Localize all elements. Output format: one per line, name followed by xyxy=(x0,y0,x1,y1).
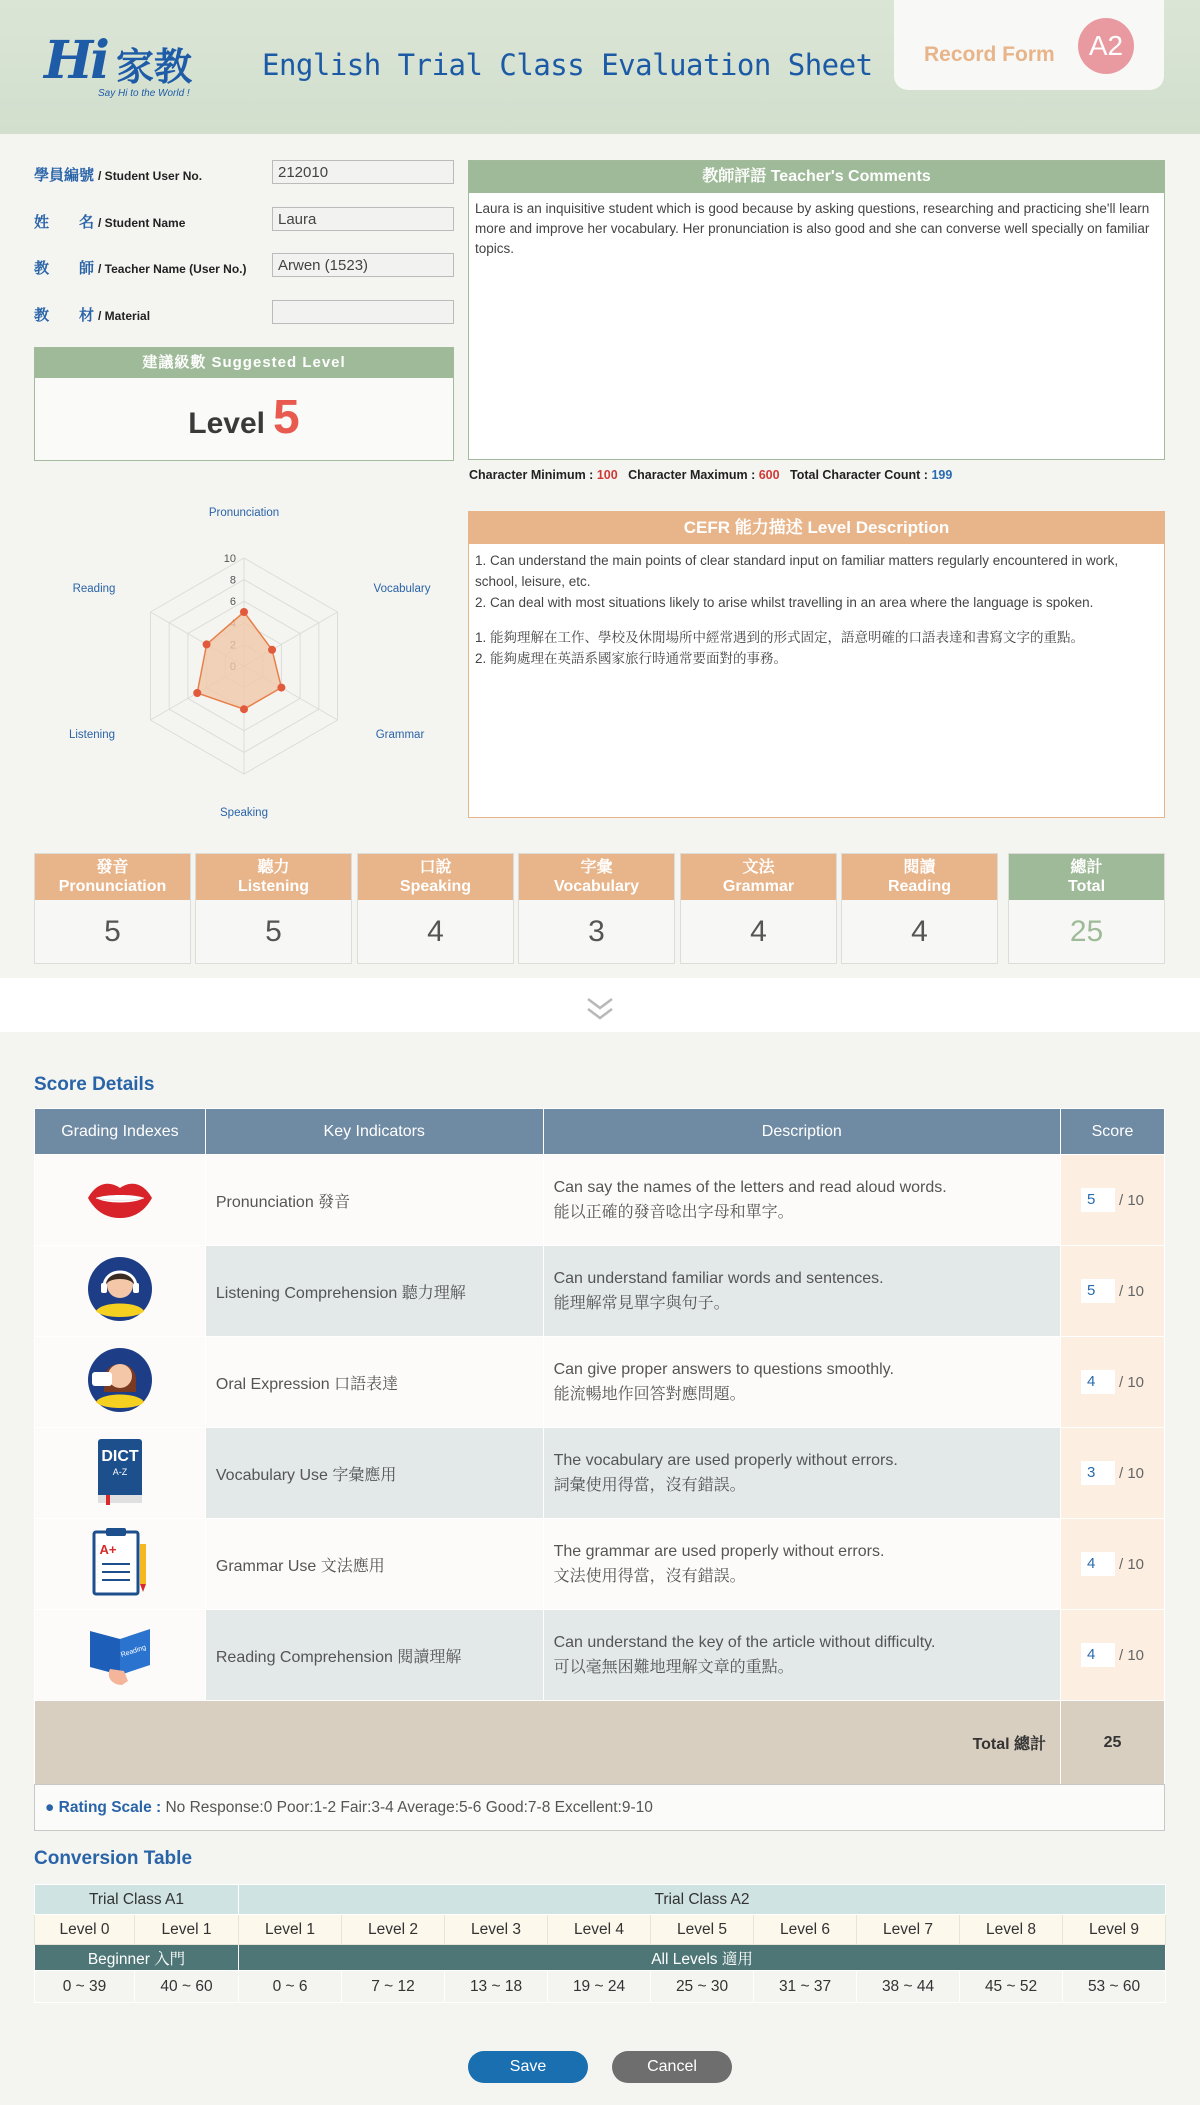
score-value: 4 xyxy=(911,915,928,948)
teacher-name-row xyxy=(34,253,454,279)
col-grading-indexes: Grading Indexes xyxy=(35,1109,206,1155)
score-value: 5 xyxy=(265,915,282,948)
suggested-level-panel xyxy=(34,347,454,461)
indicator-pronunciation: Pronunciation 發音 xyxy=(205,1155,543,1246)
double-chevron-down-icon[interactable] xyxy=(584,996,616,1022)
score-input-vocabulary[interactable]: 3 xyxy=(1081,1461,1115,1485)
record-form-label: Record Form xyxy=(924,43,1055,66)
indicator-listening: Listening Comprehension 聽力理解 xyxy=(205,1246,543,1337)
suggested-level-header: 建議級數 Suggested Level xyxy=(35,348,453,378)
radar-tick-label: 6 xyxy=(229,596,236,609)
col-description: Description xyxy=(543,1109,1060,1155)
table-row xyxy=(35,1246,1165,1337)
graded-paper-icon xyxy=(35,1519,206,1610)
dict-icon-label: DICT xyxy=(101,1447,139,1465)
rating-scale-box xyxy=(34,1784,1165,1831)
level-word: Level xyxy=(188,407,265,440)
score-value: 4 xyxy=(750,915,767,948)
description-reading: Can understand the key of the article without difficulty. 可以毫無困難地理解文章的重點。 xyxy=(543,1610,1060,1701)
cefr-description-panel xyxy=(468,511,1165,818)
student-no-row xyxy=(34,160,454,186)
radar-axis-label: Grammar xyxy=(375,729,425,741)
char-min-value: 100 xyxy=(596,468,618,482)
levels-row: Level 0 Level 1 Level 1 Level 2 Level 3 Level 4 Level 5 Level 6 Level 7 Level 8 Level 9 xyxy=(35,1915,1166,1945)
brand-logo xyxy=(44,30,204,102)
table-row xyxy=(35,1519,1165,1610)
score-input-reading[interactable]: 4 xyxy=(1081,1643,1115,1667)
student-name-row xyxy=(34,207,454,233)
description-listening: Can understand familiar words and sentences. 能理解常見單字與句子。 xyxy=(543,1246,1060,1337)
radar-axis-label: Reading xyxy=(72,583,116,595)
student-no-field[interactable]: 212010 xyxy=(272,160,454,184)
dict-icon-sublabel: A-Z xyxy=(112,1466,128,1477)
grade-icon-label: A+ xyxy=(99,1541,117,1557)
score-card-listening: 聽力 Listening 5 xyxy=(195,853,352,964)
page-header xyxy=(0,0,1200,134)
radar-data-point xyxy=(277,684,285,692)
score-cell-pronunciation: 5 / 10 xyxy=(1061,1155,1165,1246)
score-input-oral-expression[interactable]: 4 xyxy=(1081,1370,1115,1394)
total-value: 25 xyxy=(1061,1701,1165,1785)
dictionary-icon xyxy=(35,1428,206,1519)
table-row xyxy=(35,1428,1165,1519)
book-in-hand-icon xyxy=(35,1610,206,1701)
score-input-pronunciation[interactable]: 5 xyxy=(1081,1188,1115,1212)
score-cell-vocabulary: 3 / 10 xyxy=(1061,1428,1165,1519)
radar-data-point xyxy=(240,705,248,713)
teacher-name-field[interactable]: Arwen (1523) xyxy=(272,253,454,277)
table-row xyxy=(35,1610,1165,1701)
headset-girl-icon xyxy=(35,1246,206,1337)
total-row xyxy=(35,1701,1165,1785)
character-count-line: Character Minimum : 100 Character Maximum : 600 Total Character Count : 199 xyxy=(469,468,953,482)
lips-icon xyxy=(35,1155,206,1246)
rating-scale-text: No Response:0 Poor:1-2 Fair:3-4 Average:5-6 Good:7-8 Excellent:9-10 xyxy=(165,1799,653,1816)
radar-axis-label: Speaking xyxy=(220,807,268,819)
material-label: 教 材 / Material xyxy=(34,307,151,324)
record-form-card xyxy=(894,0,1164,90)
score-card-total: 總計 Total 25 xyxy=(1008,853,1165,964)
cancel-button[interactable]: Cancel xyxy=(612,2051,732,2083)
score-card-speaking: 口說 Speaking 4 xyxy=(357,853,514,964)
material-field[interactable] xyxy=(272,300,454,324)
indicator-grammar: Grammar Use 文法應用 xyxy=(205,1519,543,1610)
beginner-band: Beginner 入門 xyxy=(35,1945,239,1971)
logo-cn-text: 家教 xyxy=(116,45,193,89)
table-row xyxy=(35,1337,1165,1428)
radar-axis-label: Listening xyxy=(68,729,116,741)
char-max-value: 600 xyxy=(758,468,780,482)
char-total-value: 199 xyxy=(931,468,953,482)
conversion-table-title: Conversion Table xyxy=(34,1848,193,1869)
radar-axis-label: Pronunciation xyxy=(208,507,280,519)
speaking-girl-icon xyxy=(35,1337,206,1428)
group-a2-header: Trial Class A2 xyxy=(239,1885,1166,1915)
radar-data-point xyxy=(240,608,248,616)
book-icon-label: Reading xyxy=(119,1643,147,1659)
radar-data-polygon xyxy=(197,612,281,709)
col-score: Score xyxy=(1061,1109,1165,1155)
material-row xyxy=(34,300,454,326)
radar-axis-label: Vocabulary xyxy=(373,583,431,595)
skills-radar-chart xyxy=(44,498,444,828)
logo-hi-text: Hi xyxy=(44,30,107,91)
radar-data-point xyxy=(193,689,201,697)
indicator-reading: Reading Comprehension 閱讀理解 xyxy=(205,1610,543,1701)
score-cell-listening: 5 / 10 xyxy=(1061,1246,1165,1337)
indicator-oral-expression: Oral Expression 口語表達 xyxy=(205,1337,543,1428)
score-cell-reading: 4 / 10 xyxy=(1061,1610,1165,1701)
radar-tick-label: 8 xyxy=(229,574,236,587)
total-label: Total 總計 xyxy=(35,1701,1061,1785)
score-card-grammar: 文法 Grammar 4 xyxy=(680,853,837,964)
score-input-listening[interactable]: 5 xyxy=(1081,1279,1115,1303)
score-card-vocabulary: 字彙 Vocabulary 3 xyxy=(518,853,675,964)
score-details-title: Score Details xyxy=(34,1074,155,1095)
score-card-pronunciation: 發音 Pronunciation 5 xyxy=(34,853,191,964)
description-vocabulary: The vocabulary are used properly without errors. 詞彙使用得當，沒有錯誤。 xyxy=(543,1428,1060,1519)
level-badge: A2 xyxy=(1078,18,1134,74)
teacher-name-label: 教 師 / Teacher Name (User No.) xyxy=(34,260,247,277)
radar-data-point xyxy=(268,646,276,654)
col-key-indicators: Key Indicators xyxy=(205,1109,543,1155)
save-button[interactable]: Save xyxy=(468,2051,588,2083)
student-no-label: 學員編號 / Student User No. xyxy=(34,167,203,184)
conversion-table xyxy=(34,1884,1166,2003)
score-value: 3 xyxy=(588,915,605,948)
radar-tick-label: 10 xyxy=(223,553,236,565)
score-cell-grammar: 4 / 10 xyxy=(1061,1519,1165,1610)
teacher-comments-panel xyxy=(468,160,1165,460)
group-a1-header: Trial Class A1 xyxy=(35,1885,239,1915)
cefr-text: 1. Can understand the main points of clear standard input on familiar matters regularly encountered in work, school, leisure, etc. 2. Can deal with most situations likely to arise whilst travelling in an area where the language is spoken. 1. 能夠理解在工作、學校及休閒場所中經常遇到的形式固定，語意明確的口語表達和書寫文字的重點。 2. 能夠處理在英語系國家旅行時通常要面對的事務。 xyxy=(475,553,1119,666)
ranges-row: 0 ~ 39 40 ~ 60 0 ~ 6 7 ~ 12 13 ~ 18 19 ~ 24 25 ~ 30 31 ~ 37 38 ~ 44 45 ~ 52 53 ~ 60 xyxy=(35,1971,1166,2003)
student-name-field[interactable]: Laura xyxy=(272,207,454,231)
description-grammar: The grammar are used properly without errors. 文法使用得當，沒有錯誤。 xyxy=(543,1519,1060,1610)
description-oral-expression: Can give proper answers to questions smoothly. 能流暢地作回答對應問題。 xyxy=(543,1337,1060,1428)
score-card-reading: 閱讀 Reading 4 xyxy=(841,853,998,964)
description-pronunciation: Can say the names of the letters and read aloud words. 能以正確的發音唸出字母和單字。 xyxy=(543,1155,1060,1246)
score-cell-oral-expression: 4 / 10 xyxy=(1061,1337,1165,1428)
score-value: 4 xyxy=(427,915,444,948)
teacher-comments-textarea[interactable]: Laura is an inquisitive student which is good because by asking questions, researching and practicing she'll learn more and improve her vocabulary. Her pronunciation is also good and she can converse well specially on familiar topics. xyxy=(475,201,1150,256)
score-input-grammar[interactable]: 4 xyxy=(1081,1552,1115,1576)
score-value: 5 xyxy=(104,915,121,948)
cefr-header: CEFR 能力描述 Level Description xyxy=(469,512,1164,544)
indicator-vocabulary: Vocabulary Use 字彙應用 xyxy=(205,1428,543,1519)
teacher-comments-header: 教師評語 Teacher's Comments xyxy=(469,161,1164,193)
score-details-table xyxy=(34,1108,1165,1785)
student-name-label: 姓 名 / Student Name xyxy=(34,214,186,231)
level-number: 5 xyxy=(273,391,300,444)
table-row xyxy=(35,1155,1165,1246)
all-levels-band: All Levels 適用 xyxy=(239,1945,1166,1971)
page-title: English Trial Class Evaluation Sheet xyxy=(262,48,873,82)
rating-scale-label: ● Rating Scale : xyxy=(45,1799,162,1816)
radar-data-point xyxy=(203,640,211,648)
score-value: 25 xyxy=(1069,915,1104,948)
logo-tagline: Say Hi to the World ! xyxy=(98,88,190,99)
